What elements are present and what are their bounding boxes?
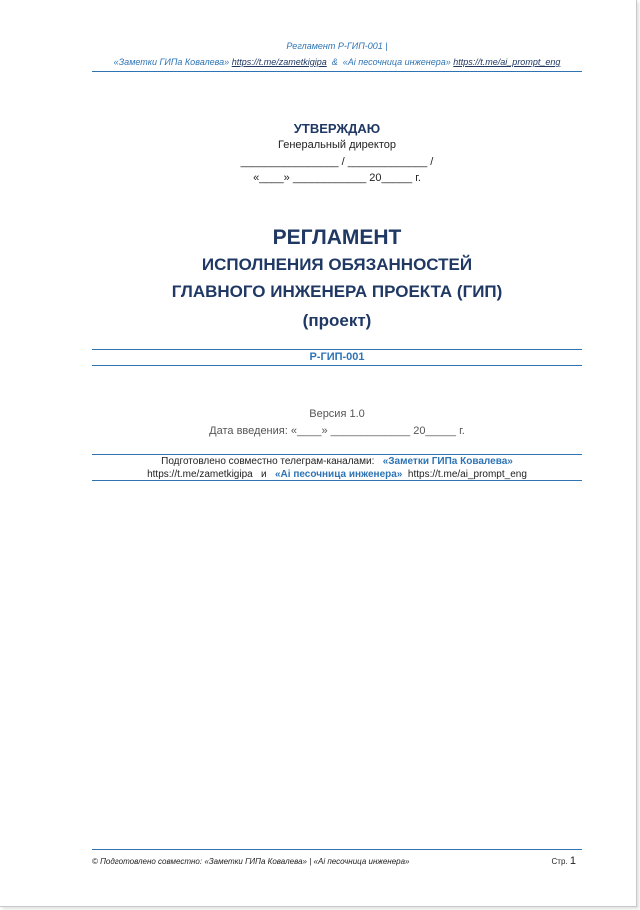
page-number-block: [552, 855, 576, 867]
header-rule: [92, 71, 582, 72]
prepared-rule-top: [92, 454, 582, 455]
introduction-date: Дата введения: «____» _____________ 20_____ г.: [209, 425, 465, 437]
header-title: Регламент Р-ГИП-001 |: [286, 41, 388, 51]
prepared-rule-bottom: [92, 480, 582, 481]
prepared-text: Подготовлено совместно телеграм-каналами:: [161, 456, 375, 467]
document-subtitle-1: ИСПОЛНЕНИЯ ОБЯЗАННОСТЕЙ: [201, 255, 473, 274]
approval-title: УТВЕРЖДАЮ: [293, 121, 381, 136]
document-subtitle-3: (проект): [302, 311, 372, 330]
code-rule-top: [92, 349, 582, 350]
prepared-line-2: [92, 469, 582, 480]
footer-text: © Подготовлено совместно: «Заметки ГИПа Ковалева» | «Ai песочница инженера»: [92, 857, 410, 866]
header-amp: &: [331, 57, 338, 67]
prepared-and: и: [261, 469, 267, 480]
document-code: Р-ГИП-001: [309, 351, 365, 363]
header-link-1[interactable]: https://t.me/zametkigipa: [231, 57, 327, 67]
version-label: Версия 1.0: [309, 408, 365, 420]
header-channel-1: «Заметки ГИПа Ковалева»: [113, 57, 230, 67]
header-channels: [92, 57, 582, 67]
prepared-line-1: [92, 456, 582, 467]
prepared-channel-1: «Заметки ГИПа Ковалева»: [382, 456, 513, 467]
document-title: РЕГЛАМЕНТ: [272, 226, 402, 249]
signature-line: ________________ / _____________ /: [240, 156, 434, 168]
page-number: 1: [569, 855, 576, 867]
header-link-2[interactable]: https://t.me/ai_prompt_eng: [453, 57, 561, 67]
header-channel-2: «Ai песочница инженера»: [342, 57, 451, 67]
approval-date-line: «____» ____________ 20_____ г.: [253, 172, 421, 184]
approval-position: Генеральный директор: [278, 139, 396, 151]
prepared-link-2[interactable]: https://t.me/ai_prompt_eng: [407, 469, 527, 480]
page-label: Стр.: [551, 857, 568, 866]
code-rule-bottom: [92, 365, 582, 366]
prepared-link-1[interactable]: https://t.me/zametkigipa: [147, 469, 253, 480]
footer-rule: [92, 849, 582, 850]
prepared-channel-2: «Ai песочница инженера»: [274, 469, 403, 480]
document-subtitle-2: ГЛАВНОГО ИНЖЕНЕРА ПРОЕКТА (ГИП): [171, 282, 503, 301]
